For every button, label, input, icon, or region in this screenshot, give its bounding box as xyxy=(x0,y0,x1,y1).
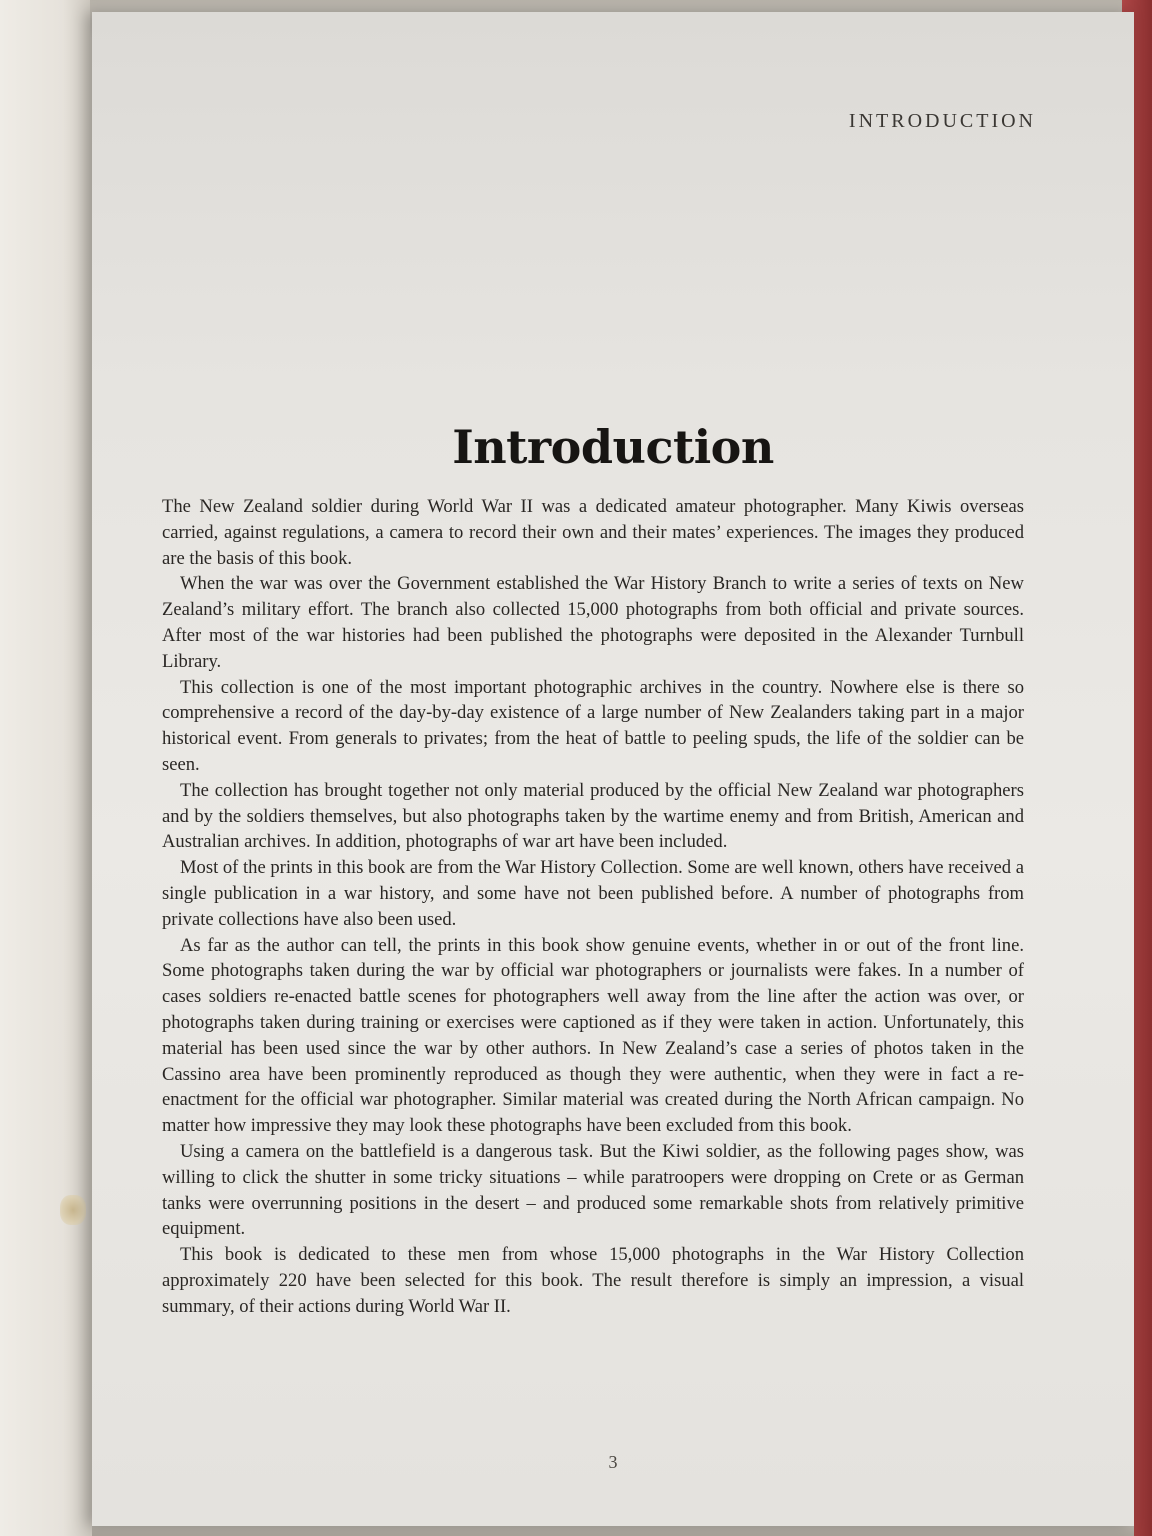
body-text xyxy=(162,494,1024,1320)
book-page xyxy=(92,12,1134,1526)
chapter-title: Introduction xyxy=(452,420,774,474)
page-stain xyxy=(60,1195,86,1225)
running-head: INTRODUCTION xyxy=(848,110,1036,132)
paragraph: This collection is one of the most important photographic archives in the country. Nowhere else is there so comprehensive a record of the day-by-day existence of a large number of New Zealanders taking part in a major historical event. From generals to privates; from the heat of battle to peeling spuds, the life of the soldier can be seen. xyxy=(162,676,1024,775)
paragraph: As far as the author can tell, the prints in this book show genuine events, whether in or out of the front line. Some photographs taken during the war by official war photographers or journalists were fakes. In a number of cases soldiers re-enacted battle scenes for photographers well away from the line after the action was over, or photographs taken during training or exercises were captioned as if they were taken in action. Unfortunately, this material has been used since the war by other authors. In New Zealand’s case a series of photos taken in the Cassino area have been prominently reproduced as though they were authentic, when they were in fact a re-enactment for the official war photographer. Similar material was created during the North African campaign. No matter how impressive they may look these photographs have been excluded from this book. xyxy=(162,934,1024,1137)
paragraph: Most of the prints in this book are from the War History Collection. Some are well known, others have received a single publication in a war history, and some have not been published before. A number of photographs from private collections have also been used. xyxy=(162,857,1024,930)
paragraph: When the war was over the Government established the War History Branch to write a series of texts on New Zealand’s military effort. The branch also collected 15,000 photographs from both official and private sources. After most of the war histories had been published the photographs were deposited in the Alexander Turnbull Library. xyxy=(162,573,1024,672)
paragraph: This book is dedicated to these men from whose 15,000 photographs in the War History Collection approximately 220 have been selected for this book. The result therefore is simply an impression, a visual summary, of their actions during World War II. xyxy=(162,1244,1024,1317)
facing-page xyxy=(0,0,90,1536)
paragraph: The New Zealand soldier during World War II was a dedicated amateur photographer. Many Kiwis overseas carried, against regulations, a camera to record their own and their mates’ experiences. The images they produced are the basis of this book. xyxy=(162,496,1024,569)
page-number: 3 xyxy=(608,1452,618,1472)
paragraph: The collection has brought together not only material produced by the official New Zealand war photographers and by the soldiers themselves, but also photographs taken by the wartime enemy and from British, American and Australian archives. In addition, photographs of war art have been included. xyxy=(162,779,1024,853)
paragraph: Using a camera on the battlefield is a dangerous task. But the Kiwi soldier, as the following pages show, was willing to click the shutter in some tricky situations – while paratroopers were dropping on Crete or as German tanks were overrunning positions in the desert – and produced some remarkable shots from relatively primitive equipment. xyxy=(162,1140,1024,1240)
